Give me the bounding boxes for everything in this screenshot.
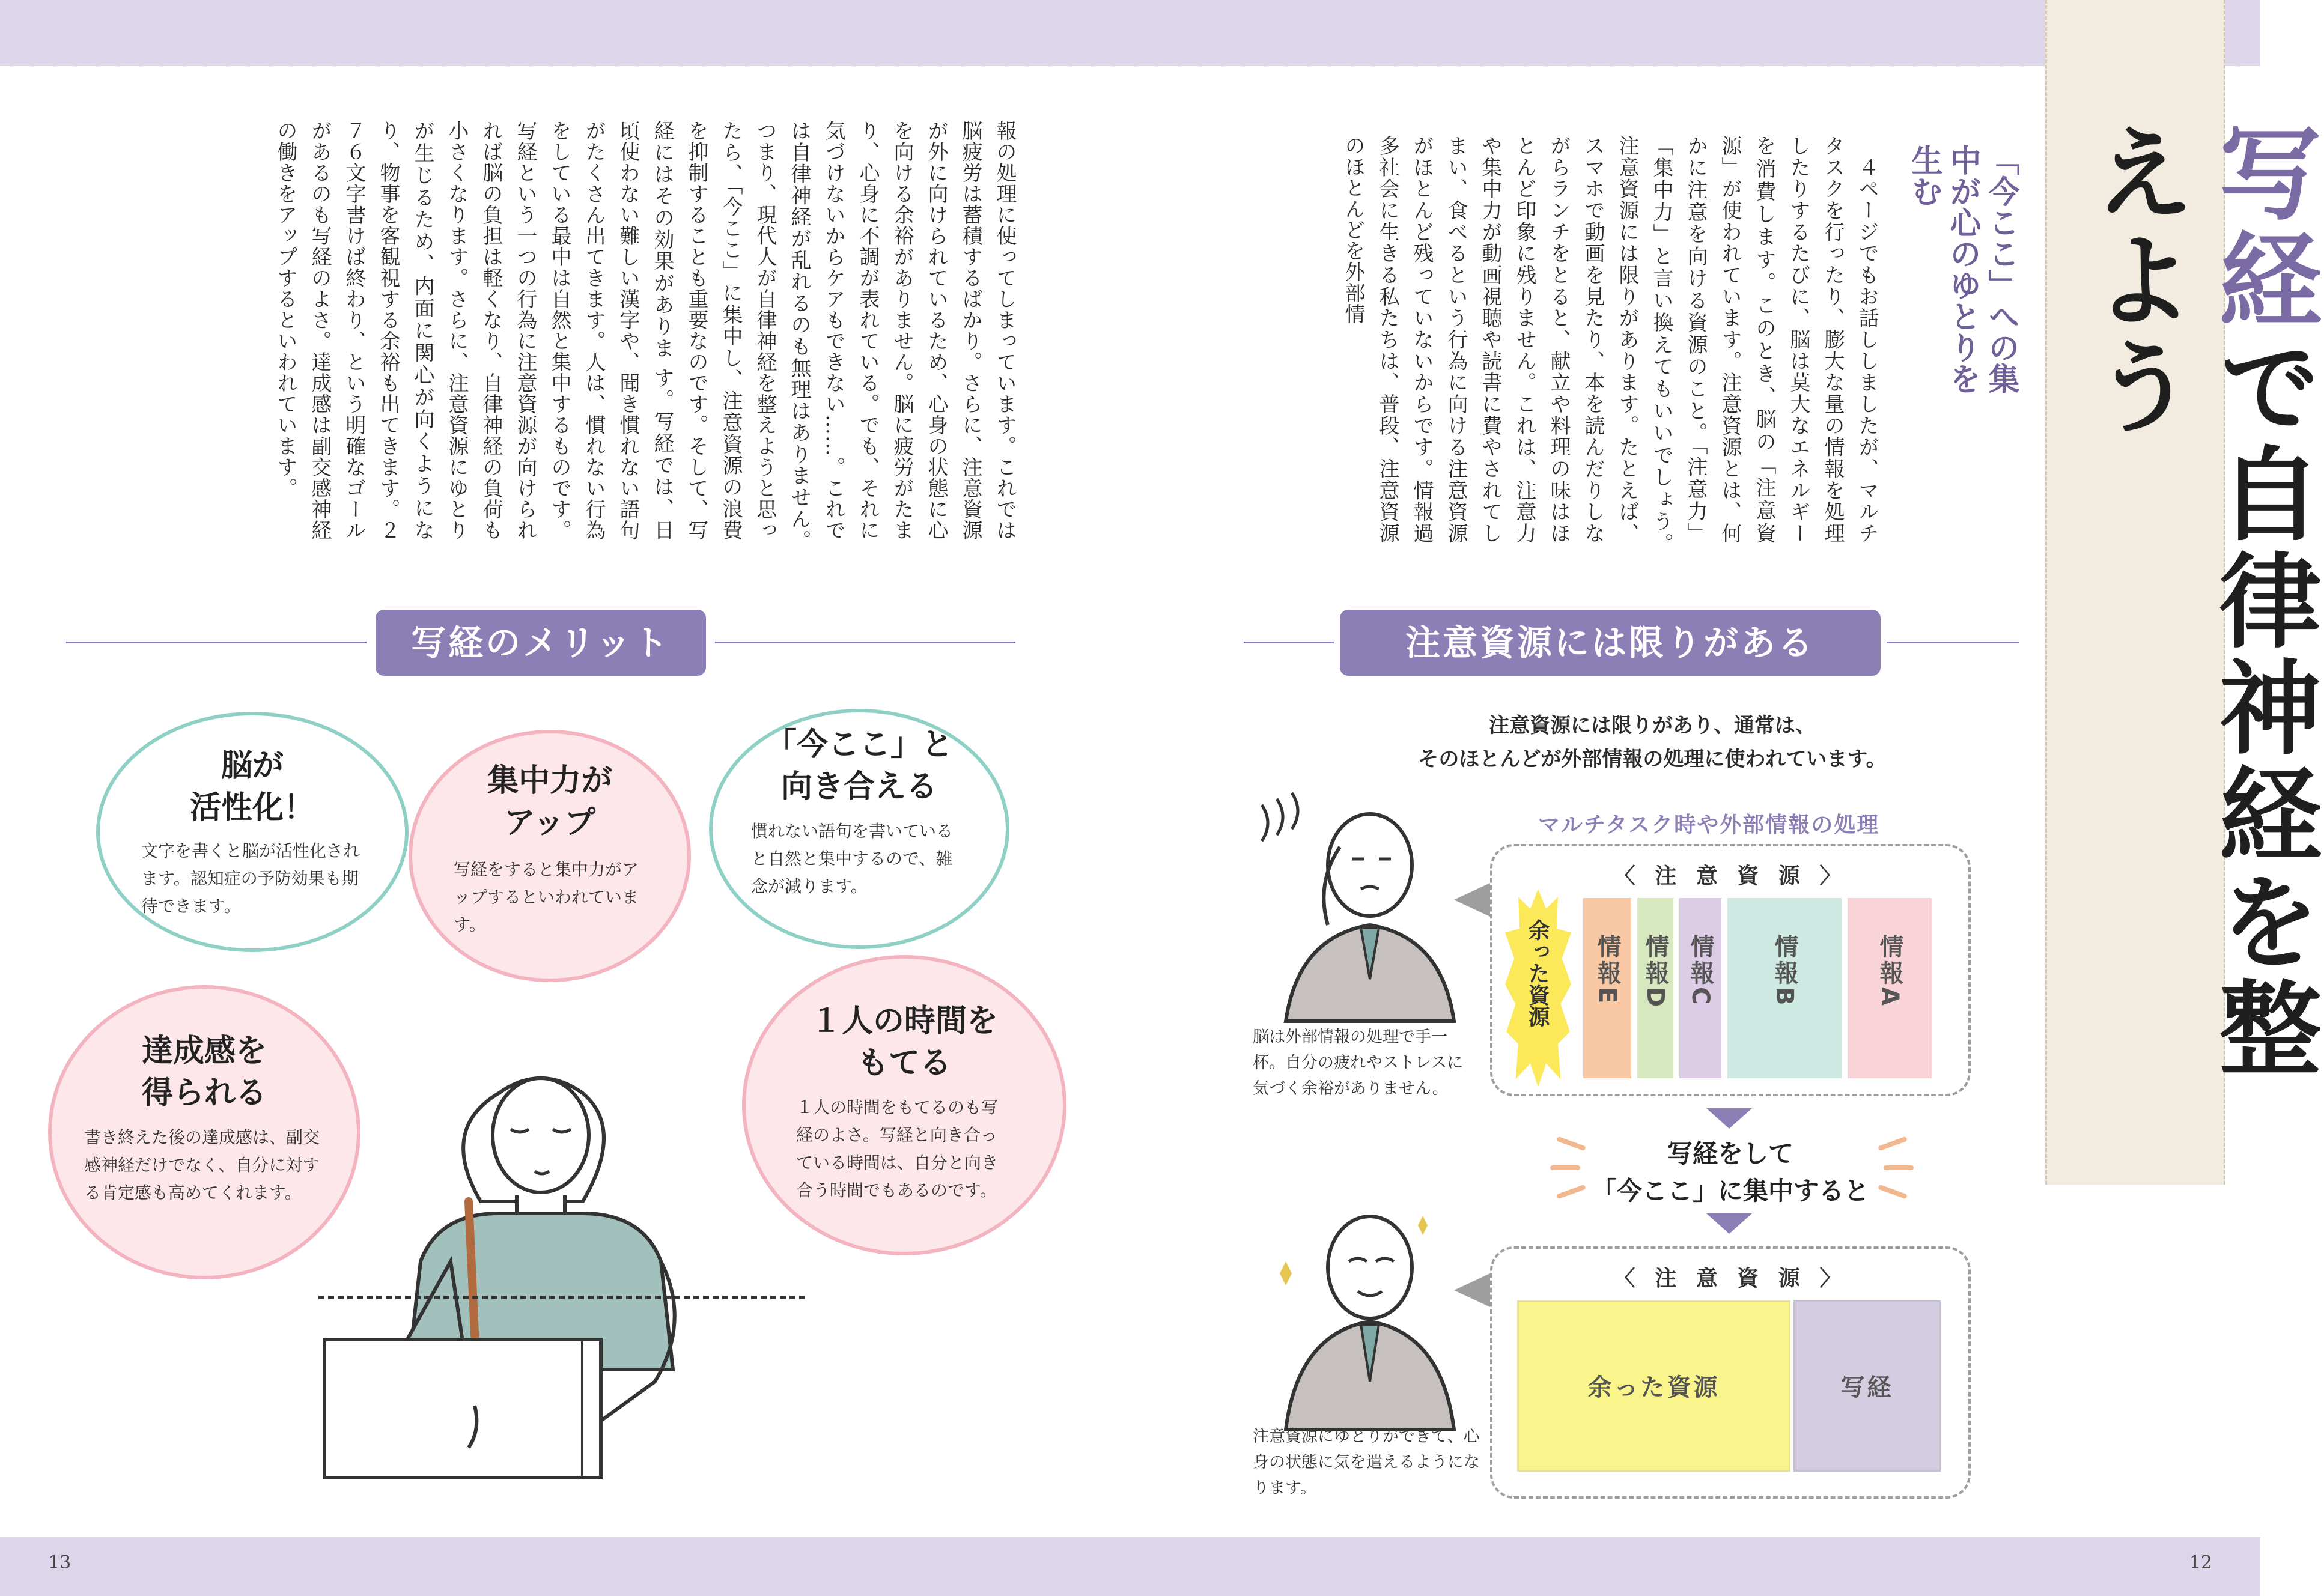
page-number-left: 13 — [48, 1552, 71, 1573]
sparkle-ray-4 — [1878, 1136, 1908, 1151]
diagram-title: マルチタスク時や外部情報の処理 — [1538, 813, 1880, 837]
title-accent: 写経 — [2201, 120, 2320, 334]
cloud-title-5b: もてる — [857, 1045, 951, 1081]
bottom-decorative-band — [0, 1537, 2260, 1596]
cloud-body-3: 慣れない語句を書いていると自然と集中するので、雑念が減ります。 — [751, 821, 954, 896]
info-bar-4 — [1727, 898, 1842, 1078]
spare-resource-label: 余った資源 — [1525, 919, 1550, 1027]
title-rest: で自律神経を整えよう — [2075, 120, 2320, 1082]
right-body-text: ４ページでもお話ししましたが、マルチタスクを行ったり、膨大な量の情報を処理したりするたびに、脳は莫大なエネルギーを消費します。このとき、脳の「注意資源」が使われています。注意資源とは、何かに注意を向ける資源のこと。「注意力」「集中力」と言い換えてもいいでしょう。 注意資源には限りがあります。たとえば、スマホで動画を見たり、本を読んだりしながらランチをとると、献立や料理の味はほとんど印象に残りません。これは、注意力や集中力が動画視聴や読書に費やされてしまい、食べるという行為に向ける注意資源がほとんど残っていないからです。情報過多社会に生きる私たちは、普段、注意資源のほとんどを外部情 — [1341, 135, 1879, 565]
cloud-title-3b: 向き合える — [780, 768, 937, 805]
sparkle-ray-5 — [1884, 1165, 1914, 1170]
transition-line-1: 写経をして — [1667, 1139, 1793, 1168]
cloud-body-2: 写経をすると集中力がアップするといわれています。 — [454, 860, 639, 935]
after-shakyo-block: 写経 — [1793, 1300, 1941, 1472]
resource-heading-rule-right — [1887, 642, 2019, 643]
resource-section-heading — [1340, 610, 1881, 676]
cloud-title-4b: 得られる — [141, 1075, 267, 1111]
merit-section-heading — [376, 610, 706, 676]
sparkle-ray-2 — [1550, 1165, 1580, 1170]
stressed-man-illustration — [1250, 781, 1466, 1021]
cloud-title-3a: 「今ここ」と — [765, 726, 953, 763]
column-heading: 「今ここ」への集中が心のゆとりを生む — [1906, 144, 2019, 394]
down-arrow-2 — [1706, 1213, 1752, 1234]
bubble-tail-2 — [1454, 1273, 1490, 1307]
info-bar-label-5: 情報A — [1876, 934, 1903, 1008]
cloud-body-1: 文字を書くと脳が活性化されます。認知症の予防効果も期待できます。 — [141, 841, 360, 916]
cloud-title-1a: 脳が — [221, 747, 284, 784]
after-spare-block: 余った資源 — [1517, 1300, 1790, 1472]
resource-caption-line-1: 注意資源には限りがあり、通常は、 — [1489, 714, 1816, 738]
cloud-body-4: 書き終えた後の達成感は、副交感神経だけでなく、自分に対する肯定感も高めてくれます。 — [84, 1127, 320, 1203]
transition-line-2: 「今ここ」に集中すると — [1591, 1176, 1869, 1206]
resource-label-before: 〈 注 意 資 源 〉 — [1613, 864, 1848, 888]
resource-heading-rule-left — [1244, 642, 1334, 643]
page-number-right: 12 — [2189, 1552, 2212, 1573]
resource-caption — [1292, 709, 2013, 776]
sparkle-ray-6 — [1878, 1185, 1908, 1200]
merit-heading-rule-left — [66, 642, 367, 643]
resource-heading-text: 注意資源には限りがある — [1405, 622, 1815, 663]
info-bar-label-1: 情報E — [1593, 934, 1621, 1006]
bubble-tail-1 — [1454, 883, 1490, 917]
merit-heading-rule-right — [715, 642, 1015, 643]
left-body-text: 報の処理に使ってしまっています。これでは脳疲労は蓄積するばかり。さらに、注意資源が外に向けられているため、心身の状態に心を向ける余裕がありません。脳に疲労がたまり、心身に不調が表れている。でも、それに気づけないからケアもできない……。これでは自律神経が乱れるのも無理はありません。 つまり、現代人が自律神経を整えようと思ったら、「今ここ」に集中し、注意資源の浪費を抑制することも重要なのです。そして、写経にはその効果がありま す。写経では、日頃使わない難しい漢字や、聞き慣れない語句がたくさん出てきます。人は、慣れない行為をしている最中は自然と集中するものです。写経という一つの行為に注意資源が向けられれば脳の負担は軽くなり、自律神経の負荷も小さくなります。さらに、注意資源にゆとりが生じるため、内面に関心が向くようになり、物事を客観視する余裕も出てきます。２７６文字書けば終わり、という明確なゴールがあるのも写経のよさ。達成感は副交感神経の働きをアップするといわれています。 — [273, 120, 1017, 562]
merit-cloud-here-now — [709, 685, 1009, 955]
sparkle-ray-3 — [1556, 1185, 1586, 1200]
cloud-title-2b: アップ — [503, 804, 596, 841]
cloud-body-5: １人の時間をもてるのも写経のよさ。写経と向き合っている時間は、自分と向き合う時間でもあるのです。 — [796, 1097, 999, 1200]
cloud-title-1b: 活性化！ — [189, 789, 315, 826]
person-2-caption: 注意資源にゆとりができて、心身の状態に気を遣えるようになります。 — [1253, 1427, 1480, 1497]
resource-caption-line-2: そのほとんどが外部情報の処理に使われています。 — [1418, 747, 1887, 771]
info-bar-5 — [1848, 898, 1932, 1078]
merit-cloud-brain — [96, 676, 409, 958]
calm-man-illustration — [1262, 1201, 1478, 1430]
top-decorative-band — [0, 0, 2260, 66]
sparkle-ray-1 — [1556, 1136, 1586, 1151]
resource-label-after: 〈 注 意 資 源 〉 — [1613, 1266, 1848, 1291]
info-bar-label-2: 情報D — [1641, 934, 1669, 1010]
cloud-title-4a: 達成感を — [141, 1033, 267, 1069]
transition-text — [1586, 1135, 1875, 1210]
cloud-title-2a: 集中力が — [487, 762, 612, 799]
person-1-caption: 脳は外部情報の処理で手一杯。自分の疲れやストレスに気づく余裕がありません。 — [1253, 1028, 1464, 1098]
merit-cloud-focus — [409, 718, 691, 982]
info-bar-3 — [1679, 898, 1721, 1078]
info-bar-label-3: 情報C — [1687, 934, 1714, 1007]
info-bar-2 — [1637, 898, 1673, 1078]
woman-writing-illustration — [300, 949, 841, 1502]
cloud-title-5a: １人の時間を — [810, 1003, 998, 1039]
down-arrow-1 — [1706, 1108, 1752, 1129]
info-bar-label-4: 情報B — [1771, 934, 1798, 1008]
merit-heading-text: 写経のメリット — [411, 622, 671, 663]
info-bar-1 — [1583, 898, 1631, 1078]
page-title — [2072, 120, 2324, 1177]
